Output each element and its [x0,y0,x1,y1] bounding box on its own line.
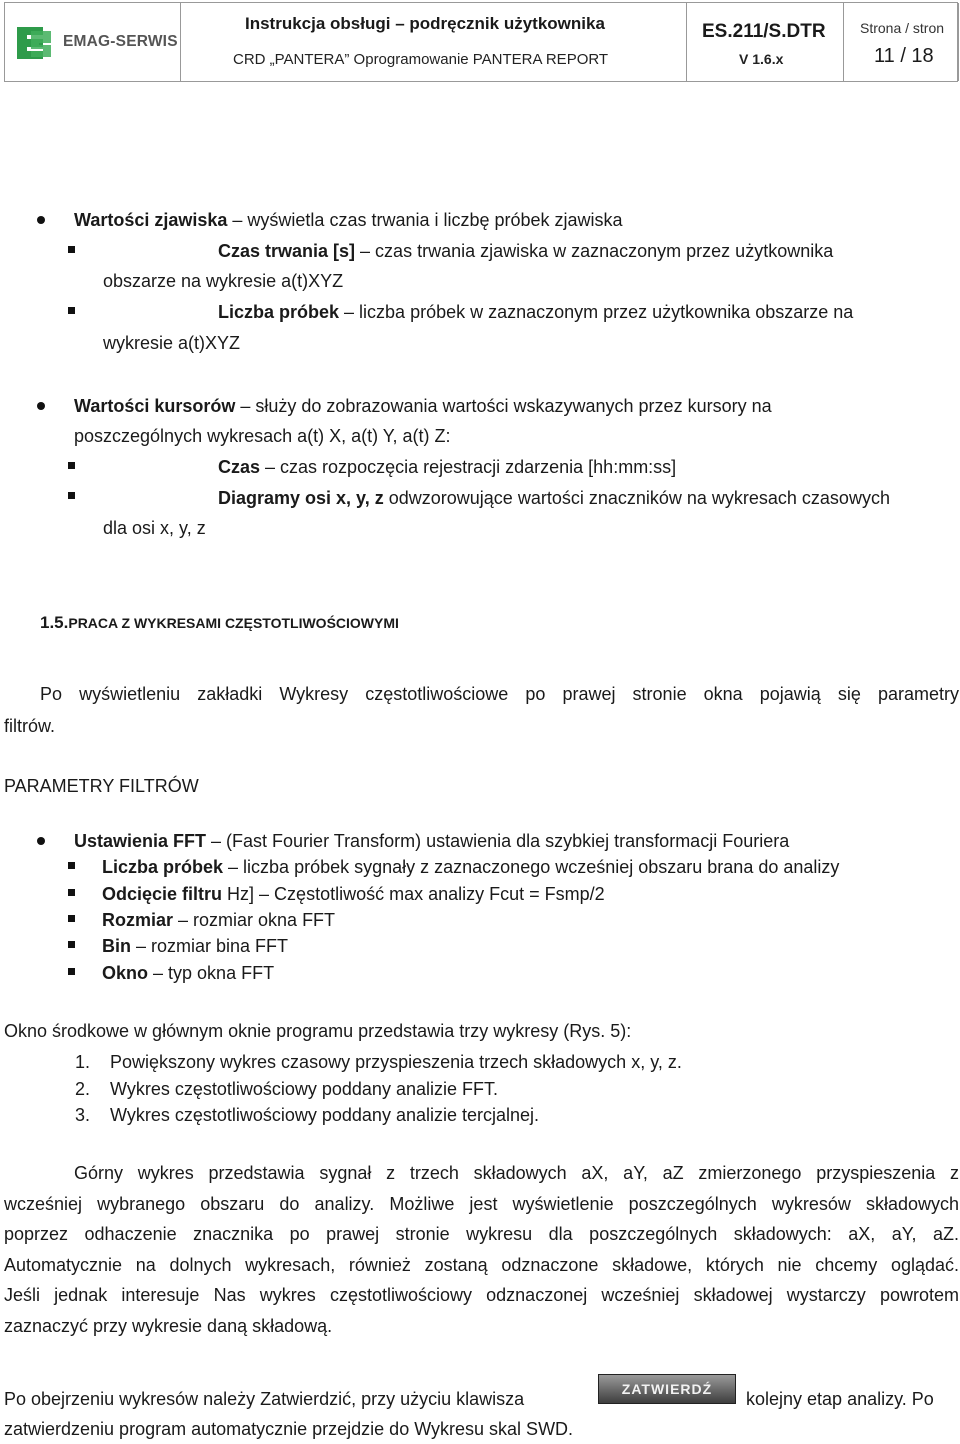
filter-desc: – typ okna FFT [148,963,275,983]
section-number: 1.5. [40,613,69,632]
paragraph-line: Górny wykres przedstawia sygnał z trzech składowych aX, aY, aZ zmierzonego przyspieszenia z [74,1163,959,1183]
doc-code-cell [687,3,844,81]
filter-item [102,908,335,932]
samples-line-2: wykresie a(t)XYZ [103,333,241,353]
diagram-line [218,486,890,510]
time-term: Czas [218,457,261,477]
bullet-icon [37,402,45,410]
window-list-item [75,1103,540,1127]
samples-line [218,300,853,324]
filter-item [102,855,839,879]
section-title: PRACA Z WYKRESAMI CZĘSTOTLIWOŚCIOWYMI [68,615,399,631]
paragraph-line: Automatycznie na dolnych wykresach, również zostaną odznaczone składowe, których nie chcemy oglądać. [4,1255,959,1275]
fft-line [74,829,789,853]
window-list-item [75,1077,498,1101]
company-logo [5,3,181,81]
list-number: 2. [75,1079,91,1099]
closing-text: Po obejrzeniu wykresów należy Zatwierdzić, przy użyciu klawisza [4,1389,525,1409]
list-text: Wykres częstotliwościowy poddany analizie tercjalnej. [110,1105,540,1125]
filter-desc: – rozmiar bina FFT [131,936,289,956]
square-bullet-icon [68,889,75,896]
closing-text-after: kolejny etap analizy. Po [746,1389,934,1409]
page-label: Strona / stron [860,20,945,36]
doc-code: ES.211/S.DTR [702,21,826,42]
phenomenon-title: Wartości zjawiska [74,210,228,230]
cursors-title: Wartości kursorów [74,396,236,416]
filter-term: Okno [102,963,149,983]
emag-logo-icon [13,21,55,63]
diagram-line-2: dla osi x, y, z [103,518,206,538]
filter-item [102,934,288,958]
window-intro: Okno środkowe w głównym oknie programu przedstawia trzy wykresy (Rys. 5): [4,1021,632,1041]
cursors-desc: – służy do zobrazowania wartości wskazywanych przez kursory na [235,396,772,416]
filter-desc: – rozmiar okna FFT [173,910,336,930]
duration-desc: – czas trwania zjawiska w zaznaczonym przez użytkownika [355,241,834,261]
filter-term: Bin [102,936,131,956]
diagram-term: Diagramy osi x, y, z [218,488,384,508]
window-list-item [75,1050,682,1074]
doc-subtitle: CRD „PANTERA” Oprogramowanie PANTERA REPORT [233,51,609,68]
paragraph-line: Jeśli jednak interesuje Nas wykres częstotliwościowy odznaczonej wcześniej składowej wystarczy powrotem [4,1285,959,1305]
closing-line-2: zatwierdzeniu program automatycznie przejdzie do Wykresu skal SWD. [4,1419,574,1439]
paragraph-line: zaznaczyć przy wykresie daną składową. [4,1316,333,1336]
time-desc: – czas rozpoczęcia rejestracji zdarzenia [hh:mm:ss] [260,457,677,477]
cursors-line [74,394,772,418]
square-bullet-icon [68,941,75,948]
duration-term: Czas trwania [s] [218,241,356,261]
filter-term: Rozmiar [102,910,174,930]
filter-term: Liczba próbek [102,857,224,877]
duration-line [218,239,833,263]
cursors-line-2: poszczególnych wykresach a(t) X, a(t) Y, a(t) Z: [74,426,451,446]
page-number-cell [844,3,959,81]
doc-title: Instrukcja obsługi – podręcznik użytkownika [245,14,605,33]
doc-version: V 1.6.x [739,51,784,67]
section-heading [40,611,399,635]
paragraph-line: wcześniej wybranego obszaru do analizy. Możliwe jest wyświetlenie poszczególnych wykresów składowych [4,1194,959,1214]
samples-term: Liczba próbek [218,302,340,322]
duration-line-2: obszarze na wykresie a(t)XYZ [103,271,344,291]
filters-heading: PARAMETRY FILTRÓW [4,776,199,796]
filter-item [102,961,274,985]
fft-title: Ustawienia FFT [74,831,207,851]
filter-term: Odcięcie filtru [102,884,223,904]
bullet-icon [37,216,45,224]
section-intro: Po wyświetleniu zakładki Wykresy częstotliwościowe po prawej stronie okna pojawią się parametry [40,684,959,704]
fft-desc: – (Fast Fourier Transform) ustawienia dla szybkiej transformacji Fouriera [206,831,790,851]
square-bullet-icon [68,492,75,499]
page-number: 11 / 18 [874,45,934,67]
square-bullet-icon [68,246,75,253]
square-bullet-icon [68,968,75,975]
zatwierdz-button[interactable]: ZATWIERDŹ [598,1374,736,1404]
doc-title-cell [181,3,687,81]
company-name: EMAG-SERWIS [63,33,178,50]
bullet-icon [37,837,45,845]
filter-desc: Hz] – Częstotliwość max analizy Fcut = Fsmp/2 [222,884,605,904]
section-intro-2: filtrów. [4,716,56,736]
list-text: Powiększony wykres czasowy przyspieszenia trzech składowych x, y, z. [110,1052,682,1072]
square-bullet-icon [68,862,75,869]
diagram-desc: odwzorowujące wartości znaczników na wykresach czasowych [383,488,890,508]
page-header [4,2,958,82]
square-bullet-icon [68,462,75,469]
square-bullet-icon [68,915,75,922]
filter-desc: – liczba próbek sygnały z zaznaczonego wcześniej obszaru brana do analizy [223,857,840,877]
filter-item [102,882,605,906]
samples-desc: – liczba próbek w zaznaczonym przez użytkownika obszarze na [339,302,854,322]
list-number: 1. [75,1052,91,1072]
phenomenon-desc: – wyświetla czas trwania i liczbę próbek zjawiska [227,210,623,230]
time-line [218,455,676,479]
square-bullet-icon [68,307,75,314]
list-number: 3. [75,1105,91,1125]
list-text: Wykres częstotliwościowy poddany analizie FFT. [110,1079,498,1099]
phenomenon-line [74,208,623,232]
paragraph-line: poprzez odhaczenie znacznika po prawej stronie wykresu dla poszczególnych składowych: aX, aY, aZ. [4,1224,959,1244]
